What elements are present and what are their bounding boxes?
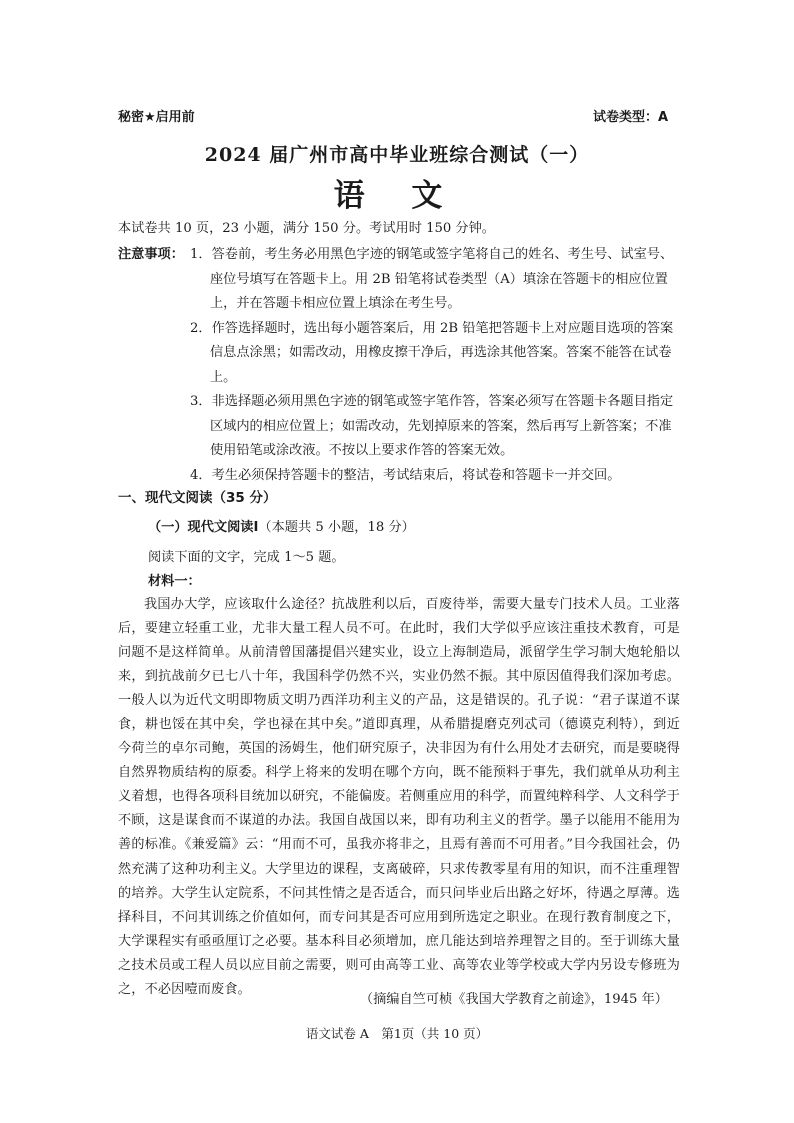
subsection-detail: （本题共 5 小题，18 分） (258, 520, 415, 535)
exam-info: 本试卷共 10 页，23 小题，满分 150 分。考试用时 150 分钟。 (118, 221, 495, 236)
note-item: 2．作答选择题时，选出每小题答案后，用 2B 铅笔把答题卡上对应题目选项的答案信息点涂黑；如需改动，用橡皮擦干净后，再选涂其他答案。答案不能答在试卷上。 (190, 320, 674, 385)
material-label: 材料一： (148, 574, 201, 589)
exam-title: 2024 届广州市高中毕业班综合测试（一） (204, 144, 590, 166)
note-item: 3．非选择题必须用黑色字迹的钢笔或签字笔作答，答案必须写在答题卡各题目指定区域内的相应位置上；如需改动，先划掉原来的答案，然后再写上新答案；不准使用铅笔或涂改液。不按以上要求作答的答案无效。 (190, 394, 674, 458)
top-header-row (118, 106, 668, 126)
subsection-title: （一）现代文阅读Ⅰ (148, 520, 259, 535)
note-item: 1．答卷前，考生务必用黑色字迹的钢笔或签字笔将自己的姓名、考生号、试室号、座位号填写在答题卡上。用 2B 铅笔将试卷类型（A）填涂在答题卡的相应位置上，并在答题卡相应位置上填涂在考生号。 (190, 247, 674, 311)
paper-type-label: 试卷类型：A (592, 110, 668, 125)
notes-label: 注意事项： (118, 247, 184, 262)
subsection-heading (148, 516, 415, 535)
confidential-label: 秘密★启用前 (118, 110, 195, 125)
passage-source: （摘编自竺可桢《我国大学教育之前途》，1945 年） (359, 992, 668, 1007)
page-footer: 语文试卷 A 第1页（共 10 页） (305, 1026, 489, 1041)
reading-instruction: 阅读下面的文字，完成 1～5 题。 (148, 550, 345, 565)
reading-passage: 我国办大学，应该取什么途径？抗战胜利以后，百废待举，需要大量专门技术人员。工业落后，要建立轻重工业，尤非大量工程人员不可。在此时，我们大学似乎应该注重技术教育，可是问题不是这样简单。从前清曾国藩提倡兴建实业，设立上海制造局，派留学生学习制大炮轮船以来，到抗战前夕已七八十年，我国科学仍然不兴，实业仍然不振。其中原因值得我们深加考虑。一般人以为近代文明即物质文明乃西洋功利主义的产品，这是错误的。孔子说：“君子谋道不谋食，耕也馁在其中矣，学也禄在其中矣。”道即真理，从希腊提磨克列忒司（德谟克利特），到近今荷兰的卓尔司鲍，英国的汤姆生，他们研究原子，决非因为有什么用处才去研究，而是要晓得自然界物质结构的原委。科学上将来的发明在哪个方向，既不能预料于事先，我们就单从功利主义着想，也得各项科目统加以研究，不能偏废。若侧重应用的科学，而置纯粹科学、人文科学于不顾，这是谋食而不谋道的办法。我国自战国以来，即有功利主义的哲学。墨子以能用不能用为善的标准。《兼爱篇》云：“用而不可，虽我亦将非之，且焉有善而不可用者。”目今我国社会，仍然充满了这种功利主义。大学里边的课程，支离破碎，只求传教零星有用的知识，而不注重理智的培养。大学生认定院系，不问其性情之是否适合，而只问毕业后出路之好坏，待遇之厚薄。选择科目，不问其训练之价值如何，而专问其是否可应用到所选定之职业。在现行教育制度之下，大学课程实有亟亟厘订之必要。基本科目必须增加，庶几能达到培养理智之目的。至于训练大量之技术员或工程人员以应目前之需要，则可由高等工业、高等农业等学校或大学内另设专修班为之，不必因噎而废食。 (118, 597, 680, 997)
notes-block (118, 243, 680, 488)
note-item: 4．考生必须保持答题卡的整洁，考试结束后，将试卷和答题卡一并交回。 (190, 467, 621, 483)
section-heading: 一、现代文阅读（35 分） (118, 490, 277, 506)
subject-title: 语 文 (333, 178, 461, 214)
